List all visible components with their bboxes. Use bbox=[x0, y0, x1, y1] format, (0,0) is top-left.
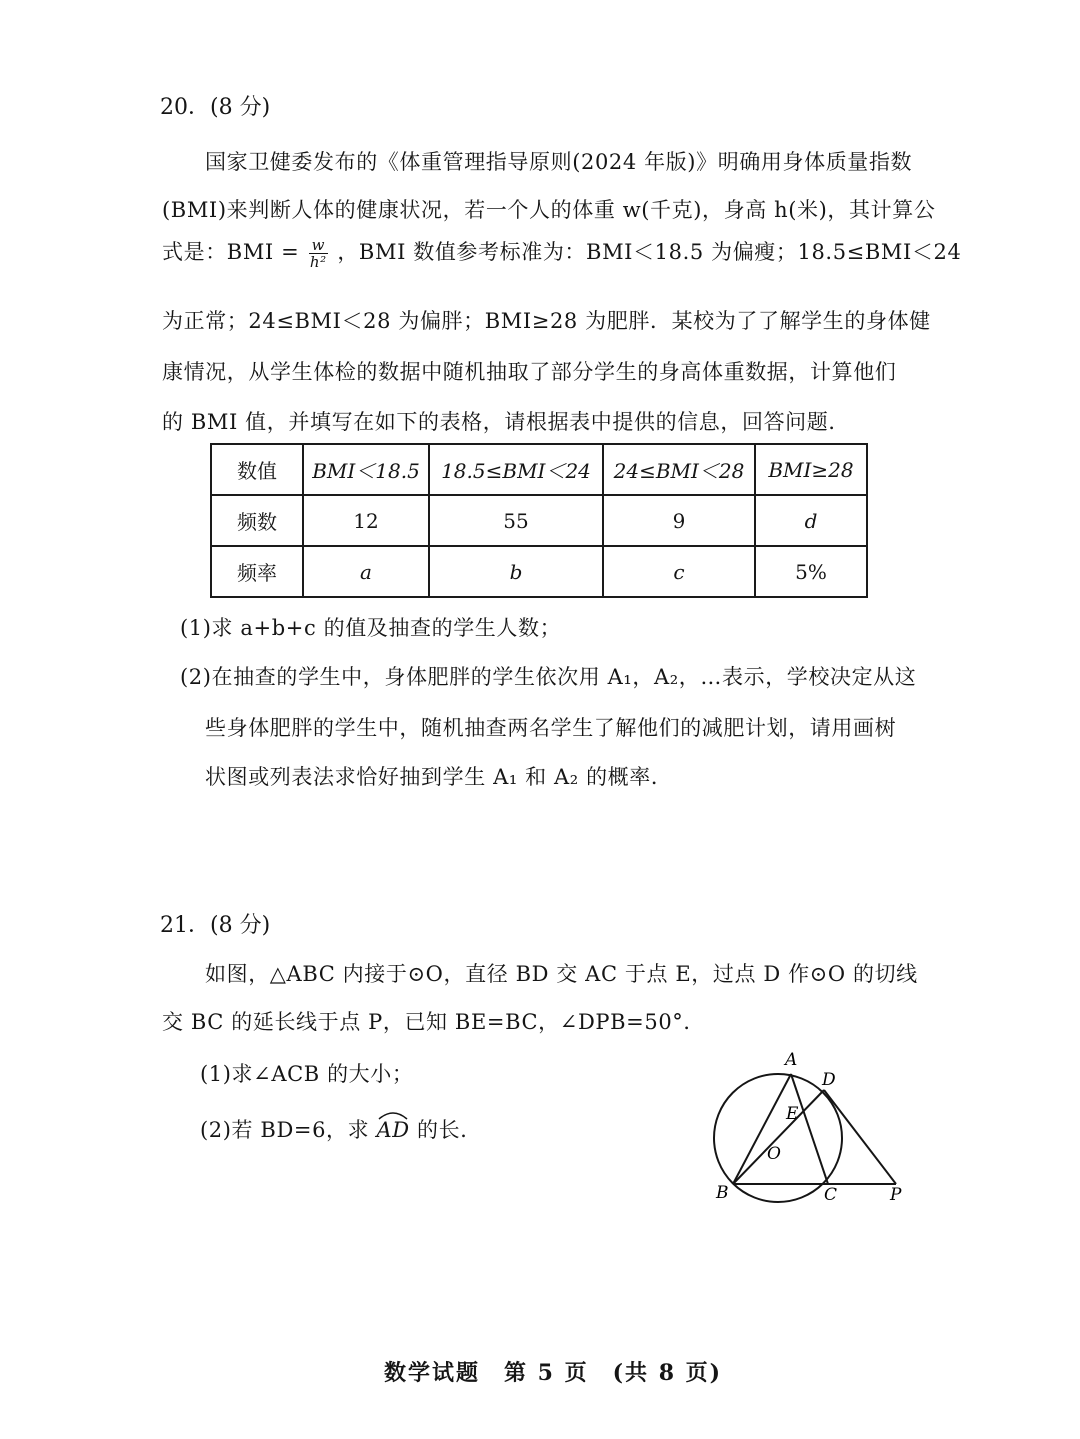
table-cell: 12 bbox=[303, 495, 429, 546]
table-cell: 9 bbox=[603, 495, 755, 546]
table-cell: 55 bbox=[429, 495, 603, 546]
table-row bbox=[211, 546, 867, 597]
label-b: B bbox=[716, 1183, 729, 1203]
table-cell: BMI≥28 bbox=[755, 444, 867, 495]
q20-subquestion-2: (2)在抽查的学生中，身体肥胖的学生依次用 A₁，A₂，…表示，学校决定从这 bbox=[180, 665, 917, 689]
label-o: O bbox=[767, 1144, 781, 1164]
q20-formula-suffix: ，BMI 数值参考标准为：BMI＜18.5 为偏瘦；18.5≤BMI＜24 bbox=[337, 240, 962, 264]
segment-ba bbox=[733, 1074, 791, 1184]
table-header-row bbox=[211, 444, 867, 495]
q21-sub2-prefix: (2)若 BD=6，求 bbox=[200, 1118, 370, 1142]
q20-line-2: (BMI)来判断人体的健康状况，若一个人的体重 w(千克)，身高 h(米)，其计算公 bbox=[162, 198, 936, 222]
table-cell: c bbox=[603, 546, 755, 597]
q20-heading: 20．(8 分) bbox=[160, 95, 271, 120]
q21-sub2-suffix: 的长． bbox=[417, 1118, 482, 1142]
page-footer: 数学试题 第 5 页 (共 8 页) bbox=[384, 1360, 723, 1386]
label-e: E bbox=[786, 1104, 799, 1124]
q20-subquestion-1: (1)求 a+b+c 的值及抽查的学生人数； bbox=[180, 616, 562, 640]
table-cell: b bbox=[429, 546, 603, 597]
q20-line-4: 为正常；24≤BMI＜28 为偏胖；BMI≥28 为肥胖．某校为了了解学生的身体健 bbox=[162, 309, 931, 333]
q20-subquestion-2-cont: 些身体肥胖的学生中，随机抽查两名学生了解他们的减肥计划，请用画树 bbox=[205, 716, 897, 740]
q20-line-1: 国家卫健委发布的《体重管理指导原则(2024 年版)》明确用身体质量指数 bbox=[205, 150, 913, 174]
q20-line-5: 康情况，从学生体检的数据中随机抽取了部分学生的身高体重数据，计算他们 bbox=[162, 360, 897, 384]
q20-subquestion-2-cont: 状图或列表法求恰好抽到学生 A₁ 和 A₂ 的概率． bbox=[205, 765, 673, 789]
table-cell: BMI＜18.5 bbox=[303, 444, 429, 495]
bmi-fraction-numerator: w bbox=[309, 237, 328, 254]
label-c: C bbox=[824, 1185, 838, 1205]
table-cell: 数值 bbox=[211, 444, 303, 495]
bmi-table bbox=[210, 443, 868, 598]
table-row bbox=[211, 495, 867, 546]
table-cell: 频数 bbox=[211, 495, 303, 546]
q21-line-1: 如图，△ABC 内接于⊙O，直径 BD 交 AC 于点 E，过点 D 作⊙O 的切线 bbox=[205, 962, 918, 986]
q20-line-3 bbox=[162, 236, 961, 271]
tangent-dp bbox=[824, 1090, 896, 1184]
arc-mark-icon bbox=[377, 1110, 409, 1120]
arc-ad-label: AD bbox=[376, 1118, 410, 1142]
label-a: A bbox=[785, 1050, 798, 1070]
label-d: D bbox=[822, 1070, 836, 1090]
q21-subquestion-1: (1)求∠ACB 的大小； bbox=[200, 1062, 414, 1086]
q21-subquestion-2 bbox=[200, 1114, 482, 1144]
circle-geometry-figure bbox=[700, 1045, 930, 1215]
q20-line-6: 的 BMI 值，并填写在如下的表格，请根据表中提供的信息，回答问题． bbox=[162, 410, 850, 434]
bmi-fraction-denominator: h² bbox=[309, 252, 327, 271]
table-cell: a bbox=[303, 546, 429, 597]
table-cell: 5% bbox=[755, 546, 867, 597]
q21-line-2: 交 BC 的延长线于点 P，已知 BE=BC，∠DPB=50°． bbox=[162, 1010, 705, 1034]
bmi-fraction bbox=[309, 237, 328, 271]
q20-formula-prefix: 式是：BMI = bbox=[162, 240, 300, 264]
arc-ad bbox=[377, 1116, 410, 1142]
label-p: P bbox=[890, 1185, 902, 1205]
table-cell: 18.5≤BMI＜24 bbox=[429, 444, 603, 495]
q21-heading: 21．(8 分) bbox=[160, 913, 271, 938]
table-cell: d bbox=[755, 495, 867, 546]
diameter-bd bbox=[733, 1090, 824, 1184]
table-cell: 频率 bbox=[211, 546, 303, 597]
table-cell: 24≤BMI＜28 bbox=[603, 444, 755, 495]
